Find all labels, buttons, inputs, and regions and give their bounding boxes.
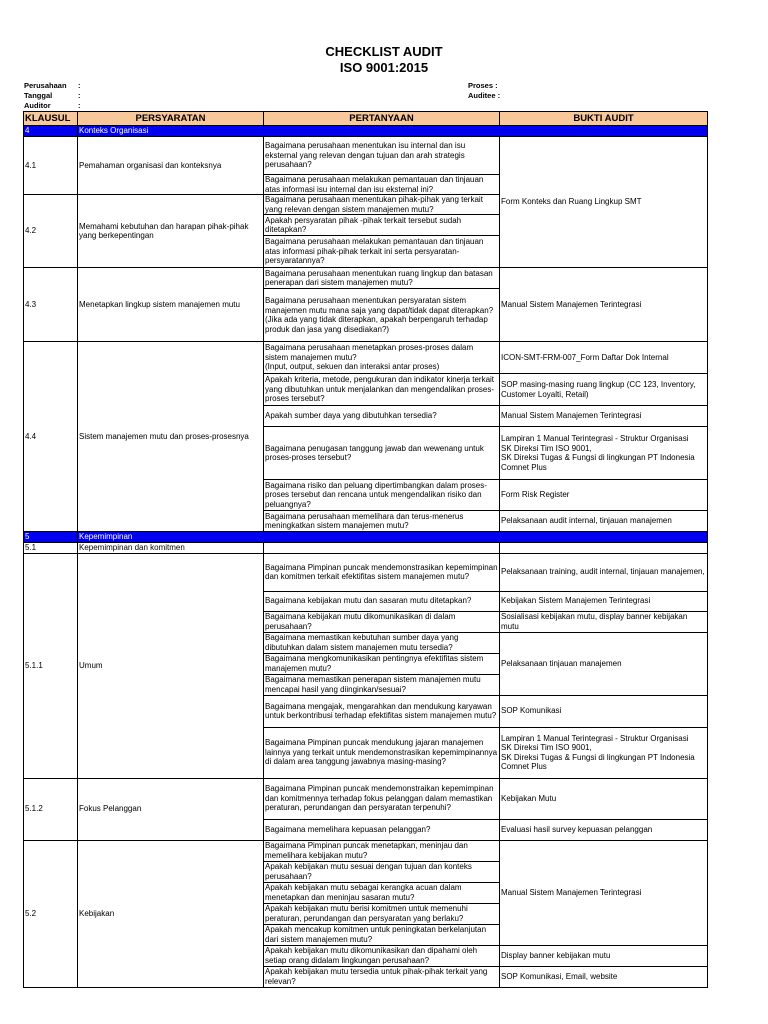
document-title: CHECKLIST AUDIT bbox=[325, 44, 443, 59]
question: Apakah sumber daya yang dibutuhkan tersedia? bbox=[264, 406, 500, 427]
question: Bagaimana perusahaan memelihara dan terus-menerus meningkatkan sistem manajemen mutu? bbox=[264, 511, 500, 532]
section-row bbox=[24, 126, 708, 137]
header-persyaratan: PERSYARATAN bbox=[78, 112, 264, 126]
meta-right bbox=[468, 81, 548, 101]
meta-proses: Proses : bbox=[468, 81, 498, 90]
header-bukti-audit: BUKTI AUDIT bbox=[500, 112, 708, 126]
requirement: Sistem manajemen mutu dan proses-prosesnya bbox=[78, 342, 264, 532]
question: Bagaimana perusahaan menentukan isu internal dan isu eksternal yang relevan dengan tujuan dan arah strategis perusahaan? bbox=[264, 137, 500, 175]
question: Bagaimana mengajak, mengarahkan dan mendukung karyawan untuk berkontribusi terhadap efektifitas sistem manajemen mutu? bbox=[264, 695, 500, 727]
clause-number: 5.2 bbox=[24, 840, 78, 987]
header-pertanyaan: PERTANYAAN bbox=[264, 112, 500, 126]
document-subtitle: ISO 9001:2015 bbox=[339, 60, 429, 75]
audit-evidence: Pelaksanaan tinjauan manajemen bbox=[500, 632, 708, 695]
question bbox=[264, 543, 500, 554]
audit-evidence: Manual Sistem Manajemen Terintegrasi bbox=[500, 840, 708, 945]
table-header bbox=[24, 112, 708, 126]
clause-number: 4.4 bbox=[24, 342, 78, 532]
question: Bagaimana mengkomunikasikan pentingnya efektifitas sistem manajemen mutu? bbox=[264, 653, 500, 674]
header-klausul: KLAUSUL bbox=[24, 112, 78, 126]
audit-evidence: Form Konteks dan Ruang Lingkup SMT bbox=[500, 137, 708, 268]
question: Bagaimana memelihara kepuasan pelanggan? bbox=[264, 819, 500, 840]
audit-evidence: Manual Sistem Manajemen Terintegrasi bbox=[500, 268, 708, 342]
clause-number: 4.3 bbox=[24, 268, 78, 342]
audit-evidence: ICON-SMT-FRM-007_Form Daftar Dok Internal bbox=[500, 342, 708, 374]
table-row bbox=[24, 778, 708, 819]
question: Bagaimana perusahaan menentukan pihak-pihak yang terkait yang relevan dengan sistem manajemen mutu? bbox=[264, 195, 500, 215]
question: Apakah kebijakan mutu tersedia untuk pihak-pihak terkait yang relevan? bbox=[264, 966, 500, 987]
audit-evidence: Kebijakan Mutu bbox=[500, 778, 708, 819]
question: Apakah kebijakan mutu sebagai kerangka acuan dalam menetapkan dan meninjau sasaran mutu? bbox=[264, 882, 500, 903]
audit-evidence: Manual Sistem Manajemen Terintegrasi bbox=[500, 406, 708, 427]
audit-evidence: Form Risk Register bbox=[500, 480, 708, 511]
meta-left bbox=[24, 81, 104, 111]
audit-evidence: Kebijakan Sistem Manajemen Terintegrasi bbox=[500, 591, 708, 611]
table-row bbox=[24, 553, 708, 591]
question: Bagaimana Pimpinan puncak menetapkan, meninjau dan memelihara kebijakan mutu? bbox=[264, 840, 500, 861]
question: Bagaimana perusahaan melakukan pemantauan dan tinjauan atas informasi isu internal dan isu eksternal ini? bbox=[264, 175, 500, 195]
requirement: Memahami kebutuhan dan harapan pihak-pihak yang berkepentingan bbox=[78, 195, 264, 268]
audit-evidence: SOP Komunikasi bbox=[500, 695, 708, 727]
question: Bagaimana kebijakan mutu dikomunikasikan di dalam perusahaan? bbox=[264, 611, 500, 632]
question: Bagaimana memastikan penerapan sistem manajemen mutu mencapai hasil yang diinginkan/sesuai? bbox=[264, 674, 500, 695]
question: Bagaimana Pimpinan puncak mendemonstraikan kepemimpinan dan komitmennya terhadap fokus pelanggan dalam memastikan peraturan, perundangan dan persyaratan terpenuhi? bbox=[264, 778, 500, 819]
question: Apakah mencakup komitmen untuk peningkatan berkelanjutan dari sistem manajemen mutu? bbox=[264, 924, 500, 945]
question: Bagaimana Pimpinan puncak mendemonstrasikan kepemimpinan dan komitmen terkait efektifitas sistem manajemen mutu? bbox=[264, 553, 500, 591]
question: Bagaimana penugasan tanggung jawab dan wewenang untuk proses-proses tersebut? bbox=[264, 427, 500, 480]
audit-evidence: Sosialisasi kebijakan mutu, display banner kebijakan mutu bbox=[500, 611, 708, 632]
requirement: Kebijakan bbox=[78, 840, 264, 987]
audit-evidence: Pelaksanaan training, audit internal, tinjauan manajemen, bbox=[500, 553, 708, 591]
requirement: Umum bbox=[78, 553, 264, 778]
table-row bbox=[24, 268, 708, 289]
question: Apakah kebijakan mutu sesuai dengan tujuan dan konteks perusahaan? bbox=[264, 861, 500, 882]
audit-evidence: SOP masing-masing ruang lingkup (CC 123, Inventory, Customer Loyalti, Retail) bbox=[500, 374, 708, 406]
table-row bbox=[24, 137, 708, 175]
question: Bagaimana perusahaan menentukan persyaratan sistem manajemen mutu mana saja yang dapat/tidak dapat diterapkan? (Jika ada yang tidak diterapkan, apakah berpengaruh terhadap produk dan jasa yang disediakan?) bbox=[264, 289, 500, 342]
table-row bbox=[24, 342, 708, 374]
question: Apakah kebijakan mutu berisi komitmen untuk memenuhi peraturan, perundangan dan persyaratan yang berlaku? bbox=[264, 903, 500, 924]
question: Bagaimana perusahaan melakukan pemantauan dan tinjauan atas informasi pihak-pihak terkait ini serta persyaratan-persyaratannya? bbox=[264, 236, 500, 268]
clause-number: 4.2 bbox=[24, 195, 78, 268]
table-row bbox=[24, 543, 708, 554]
audit-evidence bbox=[500, 543, 708, 554]
section-name: Kepemimpinan bbox=[78, 532, 708, 543]
meta-auditor: Auditor : bbox=[24, 101, 81, 110]
question: Apakah kebijakan mutu dikomunikasikan dan dipahami oleh setiap orang didalam lingkungan perusahaan? bbox=[264, 945, 500, 966]
section-row bbox=[24, 532, 708, 543]
question: Bagaimana kebijakan mutu dan sasaran mutu ditetapkan? bbox=[264, 591, 500, 611]
clause-number: 5.1.1 bbox=[24, 553, 78, 778]
question: Apakah persyaratan pihak -pihak terkait tersebut sudah ditetapkan? bbox=[264, 215, 500, 236]
question: Bagaimana perusahaan menetapkan proses-proses dalam sistem manajemen mutu? (Input, output, sekuen dan interaksi antar proses) bbox=[264, 342, 500, 374]
checklist-table bbox=[23, 111, 708, 988]
audit-evidence: Evaluasi hasil survey kepuasan pelanggan bbox=[500, 819, 708, 840]
question: Bagaimana risiko dan peluang dipertimbangkan dalam proses-proses tersebut dan rencana untuk mengendalikan risiko dan peluangnya? bbox=[264, 480, 500, 511]
meta-perusahaan: Perusahaan : bbox=[24, 81, 81, 90]
audit-evidence: Display banner kebijakan mutu bbox=[500, 945, 708, 966]
table-row bbox=[24, 840, 708, 861]
question: Apakah kriteria, metode, pengukuran dan indikator kinerja terkait yang dibutuhkan untuk menjalankan dan mengendalikan proses-proses tersebut? bbox=[264, 374, 500, 406]
question: Bagaimana Pimpinan puncak mendukung jajaran manajemen lainnya yang terkait untuk mendemonstrasikan kepemimpinannya di dalam area tanggung jawabnya masing-masing? bbox=[264, 727, 500, 778]
clause-number: 5.1 bbox=[24, 543, 78, 554]
section-number: 5 bbox=[24, 532, 78, 543]
section-name: Konteks Organisasi bbox=[78, 126, 708, 137]
audit-evidence: Lampiran 1 Manual Terintegrasi - Struktur Organisasi SK Direksi Tim ISO 9001, SK Direksi Tugas & Fungsi di lingkungan PT Indonesia Comnet Plus bbox=[500, 427, 708, 480]
question: Bagaimana perusahaan menentukan ruang lingkup dan batasan penerapan dari sistem manajemen mutu? bbox=[264, 268, 500, 289]
section-number: 4 bbox=[24, 126, 78, 137]
meta-auditee: Auditee : bbox=[468, 91, 501, 100]
question: Bagaimana memastikan kebutuhan sumber daya yang dibutuhkan dalam sistem manajemen mutu tersedia? bbox=[264, 632, 500, 653]
audit-evidence: Lampiran 1 Manual Terintegrasi - Struktur Organisasi SK Direksi Tim ISO 9001, SK Direksi Tugas & Fungsi di lingkungan PT Indonesia Comnet Plus bbox=[500, 727, 708, 778]
clause-number: 4.1 bbox=[24, 137, 78, 195]
requirement: Menetapkan lingkup sistem manajemen mutu bbox=[78, 268, 264, 342]
clause-number: 5.1.2 bbox=[24, 778, 78, 840]
requirement: Fokus Pelanggan bbox=[78, 778, 264, 840]
requirement: Kepemimpinan dan komitmen bbox=[78, 543, 264, 554]
audit-evidence: SOP Komunikasi, Email, website bbox=[500, 966, 708, 987]
requirement: Pemahaman organisasi dan konteksnya bbox=[78, 137, 264, 195]
meta-tanggal: Tanggal : bbox=[24, 91, 81, 100]
audit-evidence: Pelaksanaan audit internal, tinjauan manajemen bbox=[500, 511, 708, 532]
